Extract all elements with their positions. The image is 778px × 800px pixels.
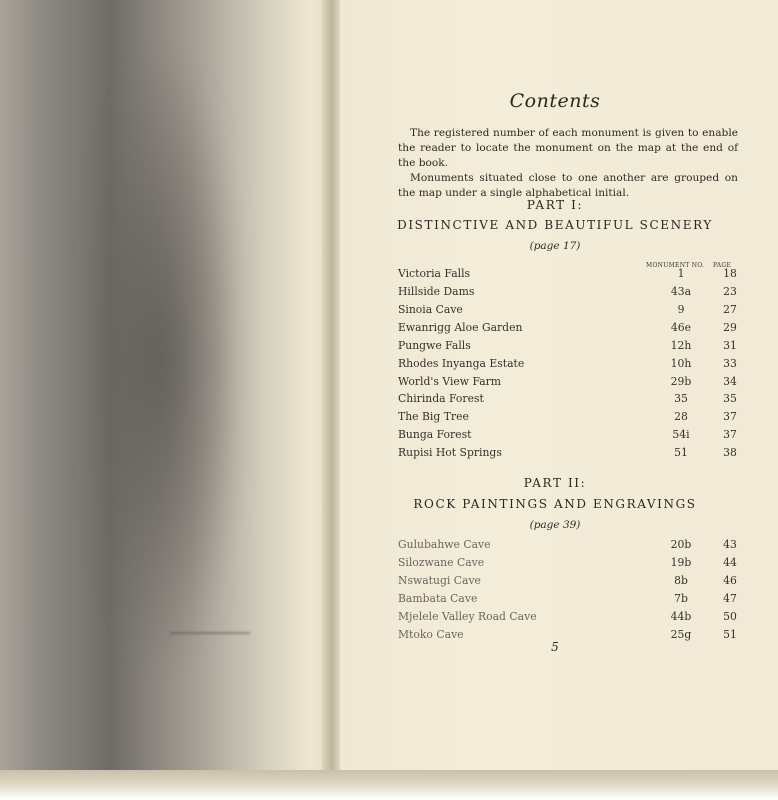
entry-page: 44: [723, 556, 737, 569]
entry-name: Sinoia Cave: [398, 303, 463, 316]
page-title: Contents: [509, 90, 601, 112]
entry-monument-no: 43a: [670, 285, 692, 298]
contents-row: [398, 446, 740, 464]
part-1-subheading: DISTINCTIVE AND BEAUTIFUL SCENERY: [397, 218, 713, 232]
entry-page: 50: [723, 610, 737, 623]
entry-page: 37: [723, 410, 737, 423]
contents-row: [398, 339, 740, 357]
contents-row: [398, 556, 740, 574]
entry-page: 31: [723, 339, 737, 352]
entry-monument-no: 44b: [670, 610, 692, 623]
entry-monument-no: 35: [674, 392, 688, 405]
entry-name: Mjelele Valley Road Cave: [398, 610, 537, 623]
entry-page: 43: [723, 538, 737, 551]
entry-name: Rhodes Inyanga Estate: [398, 357, 525, 370]
left-page-line: [170, 632, 250, 634]
contents-row: [398, 303, 740, 321]
contents-row: [398, 392, 740, 410]
page-number: 5: [551, 640, 559, 654]
contents-row: [398, 321, 740, 339]
entry-monument-no: 25g: [670, 628, 692, 641]
contents-row: [398, 285, 740, 303]
column-header-monument: MONUMENT NO.: [646, 262, 705, 269]
entry-name: The Big Tree: [398, 410, 469, 423]
entry-page: 27: [723, 303, 737, 316]
part-2-heading: PART II:: [523, 476, 587, 490]
entry-monument-no: 46e: [670, 321, 692, 334]
entry-monument-no: 12h: [670, 339, 692, 352]
page-bottom-edge: [0, 770, 778, 800]
entry-monument-no: 19b: [670, 556, 692, 569]
left-page-shadow: [90, 60, 240, 660]
entry-monument-no: 8b: [674, 574, 688, 587]
entry-name: Pungwe Falls: [398, 339, 471, 352]
entry-name: Chirinda Forest: [398, 392, 484, 405]
entry-monument-no: 9: [677, 303, 685, 316]
entry-name: Bambata Cave: [398, 592, 478, 605]
entry-monument-no: 10h: [670, 357, 692, 370]
entry-monument-no: 1: [677, 267, 685, 280]
entry-name: Silozwane Cave: [398, 556, 485, 569]
entry-monument-no: 54i: [672, 428, 690, 441]
entry-monument-no: 29b: [670, 375, 692, 388]
part-2-subheading: ROCK PAINTINGS AND ENGRAVINGS: [413, 497, 697, 511]
contents-row: [398, 538, 740, 556]
contents-row: [398, 410, 740, 428]
entry-page: 47: [723, 592, 737, 605]
intro-paragraph-1: The registered number of each monument is given to enable the reader to locate the monument on the map at the end of the book.: [398, 127, 738, 169]
contents-row: [398, 357, 740, 375]
entry-page: 51: [723, 628, 737, 641]
entry-name: Rupisi Hot Springs: [398, 446, 502, 459]
contents-row: [398, 592, 740, 610]
entry-page: 18: [723, 267, 737, 280]
part-1-page-ref: (page 17): [529, 240, 581, 252]
intro-paragraph-2: Monuments situated close to one another are grouped on the map under a single alphabetical initial.: [398, 172, 738, 199]
entry-name: Ewanrigg Aloe Garden: [398, 321, 523, 334]
entry-page: 29: [723, 321, 737, 334]
entry-name: World's View Farm: [398, 375, 502, 388]
entry-monument-no: 51: [674, 446, 688, 459]
contents-row: [398, 610, 740, 628]
entry-monument-no: 7b: [674, 592, 688, 605]
entry-page: 46: [723, 574, 737, 587]
contents-row: [398, 428, 740, 446]
part-1-heading: PART I:: [526, 198, 584, 212]
entry-monument-no: 20b: [670, 538, 692, 551]
entry-page: 38: [723, 446, 737, 459]
entry-page: 37: [723, 428, 737, 441]
entry-name: Bunga Forest: [398, 428, 472, 441]
left-page-blurred: [0, 0, 330, 800]
entry-page: 34: [723, 375, 737, 388]
entry-name: Gulubahwe Cave: [398, 538, 491, 551]
entry-name: Hillside Dams: [398, 285, 475, 298]
contents-row: [398, 574, 740, 592]
entry-name: Nswatugi Cave: [398, 574, 481, 587]
entry-page: 23: [723, 285, 737, 298]
entry-page: 35: [723, 392, 737, 405]
part-2-page-ref: (page 39): [529, 519, 581, 531]
entry-name: Mtoko Cave: [398, 628, 464, 641]
entry-monument-no: 28: [674, 410, 688, 423]
entry-name: Victoria Falls: [398, 267, 471, 280]
contents-row: [398, 375, 740, 393]
entry-page: 33: [723, 357, 737, 370]
contents-row: [398, 267, 740, 285]
column-header-page: PAGE: [713, 262, 732, 269]
intro-text: [398, 126, 738, 201]
